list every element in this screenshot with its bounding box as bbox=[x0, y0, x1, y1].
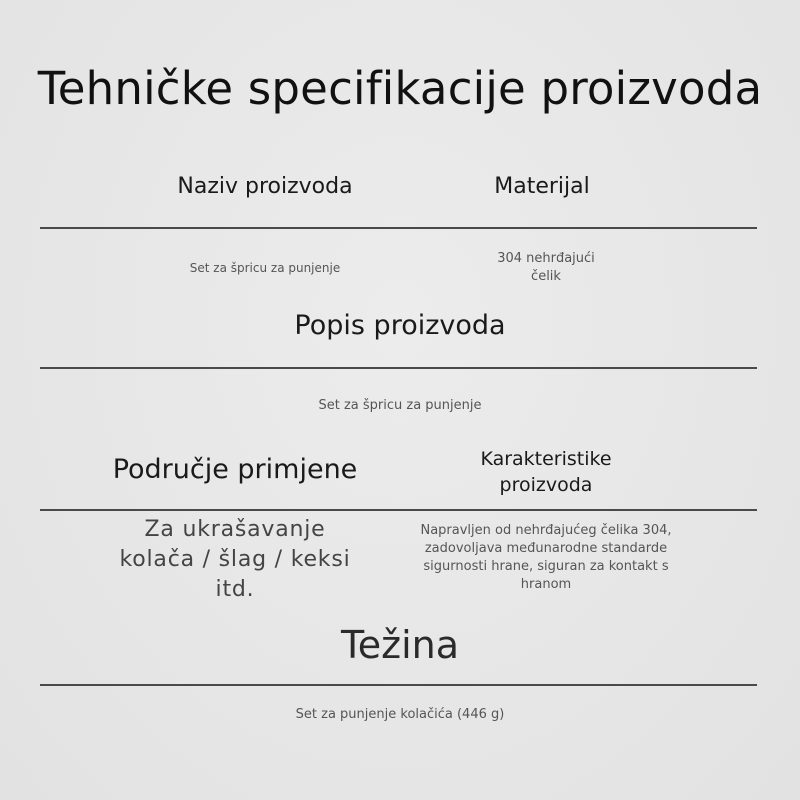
materijal-value-line1: 304 nehrđajući bbox=[497, 251, 595, 266]
karakteristike-value-line1: Napravljen od nehrđajućeg čelika 304, bbox=[420, 523, 672, 538]
karakteristike-label-line1: Karakteristike bbox=[480, 448, 612, 470]
podrucje-value-line3: itd. bbox=[215, 577, 255, 602]
tezina-value: Set za punjenje kolačića (446 g) bbox=[295, 707, 505, 722]
podrucje-label: Područje primjene bbox=[112, 454, 358, 485]
karakteristike-label-line2: proizvoda bbox=[499, 474, 593, 496]
divider-4 bbox=[40, 684, 757, 686]
divider-2 bbox=[40, 367, 757, 369]
naziv-value: Set za špricu za punjenje bbox=[189, 261, 341, 275]
karakteristike-value-line2: zadovoljava međunarodne standarde bbox=[424, 541, 668, 556]
karakteristike-value-line4: hranom bbox=[520, 577, 572, 592]
naziv-label: Naziv proizvoda bbox=[177, 174, 353, 199]
popis-value: Set za špricu za punjenje bbox=[318, 398, 482, 413]
page-title: Tehničke specifikacije proizvoda bbox=[37, 62, 763, 115]
materijal-label: Materijal bbox=[494, 174, 590, 199]
divider-3 bbox=[40, 509, 757, 511]
divider-1 bbox=[40, 227, 757, 229]
podrucje-value-line2: kolača / šlag / keksi bbox=[119, 547, 351, 572]
popis-label: Popis proizvoda bbox=[294, 310, 506, 341]
materijal-value-line2: čelik bbox=[531, 269, 561, 284]
tezina-label: Težina bbox=[340, 623, 459, 667]
karakteristike-value-line3: sigurnosti hrane, siguran za kontakt s bbox=[423, 559, 669, 574]
podrucje-value-line1: Za ukrašavanje bbox=[144, 517, 326, 542]
